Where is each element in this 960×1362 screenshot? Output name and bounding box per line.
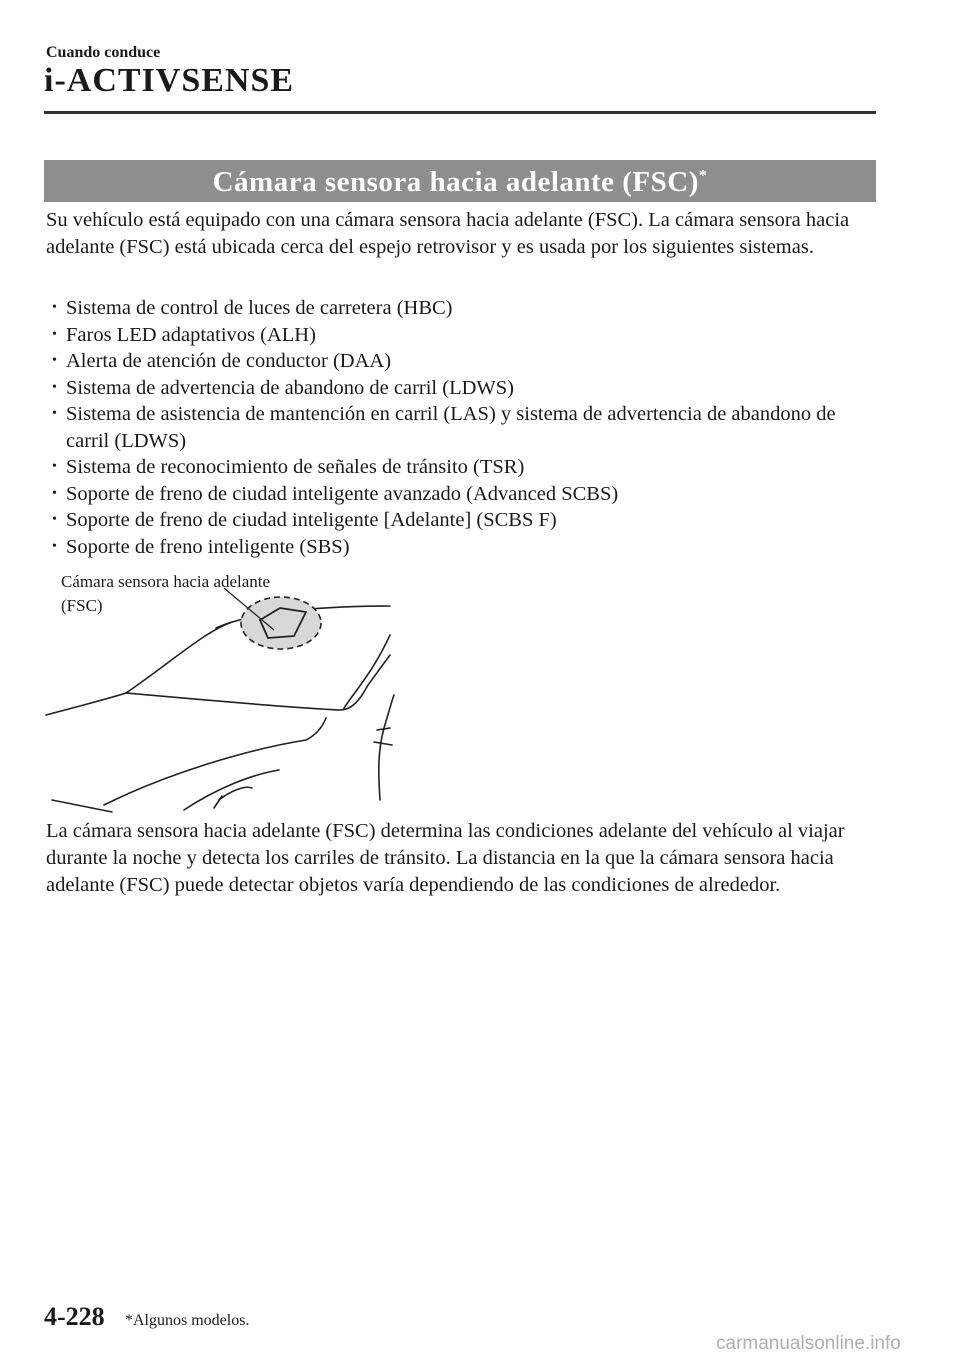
list-item: • Sistema de asistencia de mantención en carril (LAS) y sistema de advertencia de abandono de carril (LDWS) — [52, 401, 872, 454]
hood-line — [46, 622, 232, 715]
list-item: • Soporte de freno de ciudad inteligente [Adelante] (SCBS F) — [52, 507, 872, 534]
section-title: i-ACTIVSENSE — [44, 62, 295, 99]
breadcrumb: Cuando conduce — [46, 44, 161, 61]
footnote: *Algunos modelos. — [125, 1312, 250, 1329]
header-rule — [44, 111, 876, 114]
list-item: • Sistema de control de luces de carretera (HBC) — [52, 295, 872, 322]
list-item: • Alerta de atención de conductor (DAA) — [52, 348, 872, 375]
windshield-base — [126, 655, 390, 710]
a-pillar — [344, 635, 390, 708]
dash-line-4 — [52, 800, 112, 812]
list-item: • Sistema de advertencia de abandono de carril (LDWS) — [52, 375, 872, 402]
banner-asterisk: * — [698, 167, 708, 185]
banner-title: Cámara sensora hacia adelante (FSC) — [212, 166, 699, 198]
list-item: • Soporte de freno inteligente (SBS) — [52, 534, 872, 561]
intro-paragraph: Su vehículo está equipado con una cámara sensora hacia adelante (FSC). La cámara sensora hacia adelante (FSC) está ubicada cerca del espejo retrovisor y es usada por los siguientes sistemas. — [46, 209, 850, 258]
list-item: • Faros LED adaptativos (ALH) — [52, 322, 872, 349]
topic-banner — [44, 160, 876, 202]
page-number: 4-228 — [44, 1302, 105, 1331]
description-paragraph: La cámara sensora hacia adelante (FSC) determina las condiciones adelante del vehículo al viajar durante la noche y detecta los carriles de tránsito. La distancia en la que la cámara sensora hacia adelante (FSC) puede detectar objetos varía dependiendo de las condiciones de alrededor. — [46, 820, 845, 896]
list-item: • Sistema de reconocimiento de señales de tránsito (TSR) — [52, 454, 872, 481]
dash-curve-2 — [184, 770, 279, 810]
systems-list — [52, 295, 872, 560]
dash-line-5 — [214, 796, 222, 808]
watermark: carmanualsonline.info — [716, 1333, 901, 1354]
list-item: • Soporte de freno de ciudad inteligente avanzado (Advanced SCBS) — [52, 481, 872, 508]
body-line-3 — [374, 742, 392, 745]
figure-callout-label: Cámara sensora hacia adelante (FSC) — [61, 572, 271, 615]
body-line-2 — [377, 728, 390, 730]
dash-curve-3 — [219, 787, 252, 800]
body-line-1 — [379, 695, 394, 800]
